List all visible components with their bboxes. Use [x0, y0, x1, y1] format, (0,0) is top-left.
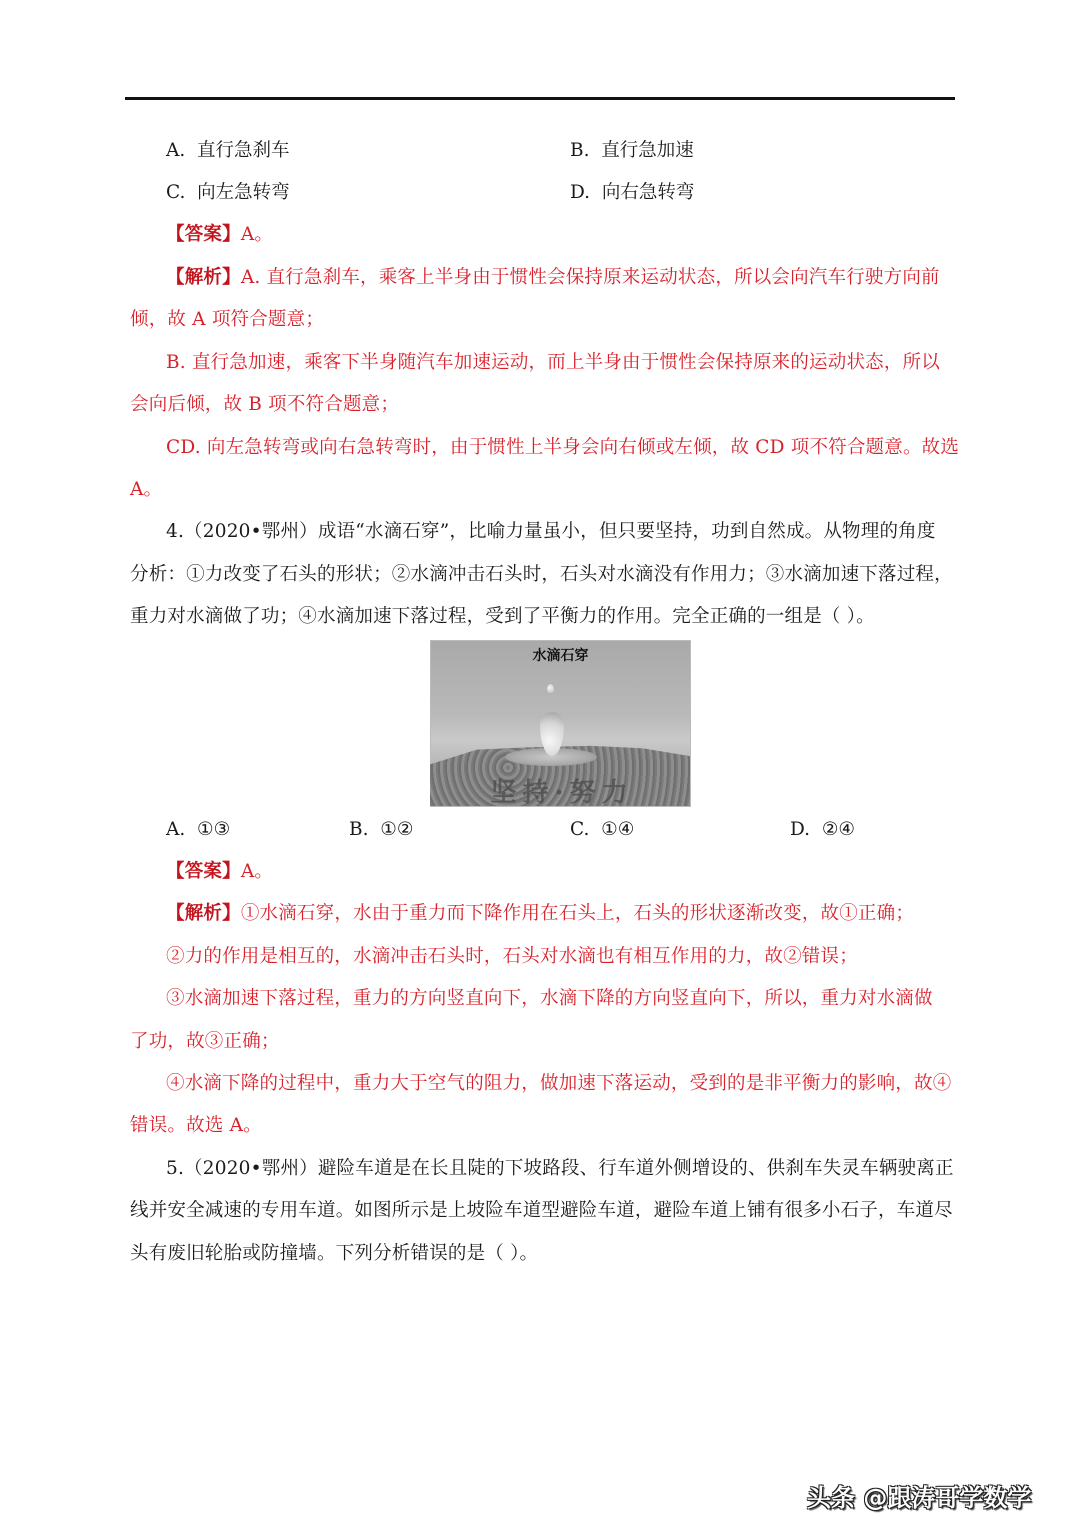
option-text: 直行急加速 — [601, 140, 694, 161]
option-text: ①③ — [197, 819, 231, 840]
analysis-line: ③水滴加速下落过程，重力的方向竖直向下，水滴下降的方向竖直向下，所以，重力对水滴做 — [166, 988, 933, 1009]
option-label: D. — [790, 819, 811, 840]
question-5-stem: 线并安全减速的专用车道。如图所示是上坡险车道型避险车道，避险车道上铺有很多小石子，车道尽 — [130, 1200, 953, 1221]
option-text: ①④ — [601, 819, 635, 840]
option-b — [570, 139, 694, 163]
question-4-stem: 重力对水滴做了功；④水滴加速下落过程，受到了平衡力的作用。完全正确的一组是（ ）。 — [130, 606, 875, 627]
option-d — [570, 181, 694, 205]
question-4-stem: 分析：①力改变了石头的形状；②水滴冲击石头时，石头对水滴没有作用力；③水滴加速下落过程， — [130, 564, 953, 585]
analysis-line: ④水滴下降的过程中，重力大于空气的阻力，做加速下落运动，受到的是非平衡力的影响，故④ — [166, 1073, 952, 1094]
option-text: 直行急刹车 — [197, 140, 290, 161]
header-rule — [125, 97, 955, 100]
analysis-tag: 【解析】 — [166, 267, 241, 288]
analysis-line: CD. 向左急转弯或向右急转弯时，由于惯性上半身会向右倾或左倾，故 CD 项不符合题意。故选 — [166, 437, 960, 458]
analysis-line: B. 直行急加速，乘客下半身随汽车加速运动，而上半身由于惯性会保持原来的运动状态，所以 — [166, 352, 940, 373]
question-4-stem: 4.（2020•鄂州）成语“水滴石穿”，比喻力量虽小，但只要坚持，功到自然成。从物理的角度 — [166, 521, 936, 542]
answer-value: A。 — [240, 861, 274, 882]
analysis-line: A。 — [130, 479, 163, 500]
option-c — [166, 181, 290, 205]
analysis-text: ①水滴石穿，水由于重力而下降作用在石头上，石头的形状逐渐改变，故①正确； — [240, 903, 915, 924]
option-c — [570, 818, 634, 842]
option-text: ②④ — [821, 819, 855, 840]
analysis-line: 了功，故③正确； — [130, 1031, 280, 1052]
analysis-line: ②力的作用是相互的，水滴冲击石头时，石头对水滴也有相互作用的力，故②错误； — [166, 946, 858, 967]
option-b — [349, 818, 413, 842]
analysis-line — [166, 266, 956, 290]
analysis-line: 会向后倾，故 B 项不符合题意； — [130, 394, 400, 415]
question-5-stem: 5.（2020•鄂州）避险车道是在长且陡的下坡路段、行车道外侧增设的、供刹车失灵车辆驶离正 — [166, 1158, 954, 1179]
option-label: B. — [349, 819, 369, 840]
option-text: 向左急转弯 — [197, 182, 290, 203]
option-label: A. — [166, 819, 186, 840]
option-label: C. — [570, 819, 590, 840]
answer-tag: 【答案】 — [166, 224, 241, 245]
option-label: C. — [166, 182, 186, 203]
option-label: B. — [570, 140, 590, 161]
answer-tag: 【答案】 — [166, 861, 241, 882]
answer-value: A。 — [240, 224, 274, 245]
option-a — [166, 139, 290, 163]
option-text: 向右急转弯 — [601, 182, 695, 203]
figure-title: 水滴石穿 — [532, 648, 589, 664]
answer-line — [166, 223, 956, 247]
analysis-text: A. 直行急刹车，乘客上半身由于惯性会保持原来运动状态，所以会向汽车行驶方向前 — [240, 267, 940, 288]
watermark: 头条 @跟涛哥学数学 — [807, 1484, 1032, 1512]
analysis-tag: 【解析】 — [166, 903, 241, 924]
option-text: ①② — [380, 819, 414, 840]
option-d — [790, 818, 855, 842]
option-label: D. — [570, 182, 591, 203]
analysis-line: 错误。故选 A。 — [130, 1115, 262, 1136]
stone-inscription: 坚持·努力 — [490, 778, 634, 808]
analysis-line — [166, 902, 956, 926]
answer-line — [166, 860, 956, 884]
small-drop-icon — [547, 684, 554, 693]
option-label: A. — [166, 140, 186, 161]
analysis-line: 倾，故 A 项符合题意； — [130, 309, 325, 330]
option-a — [166, 818, 230, 842]
question-5-stem: 头有废旧轮胎或防撞墙。下列分析错误的是（ ）。 — [130, 1243, 539, 1264]
